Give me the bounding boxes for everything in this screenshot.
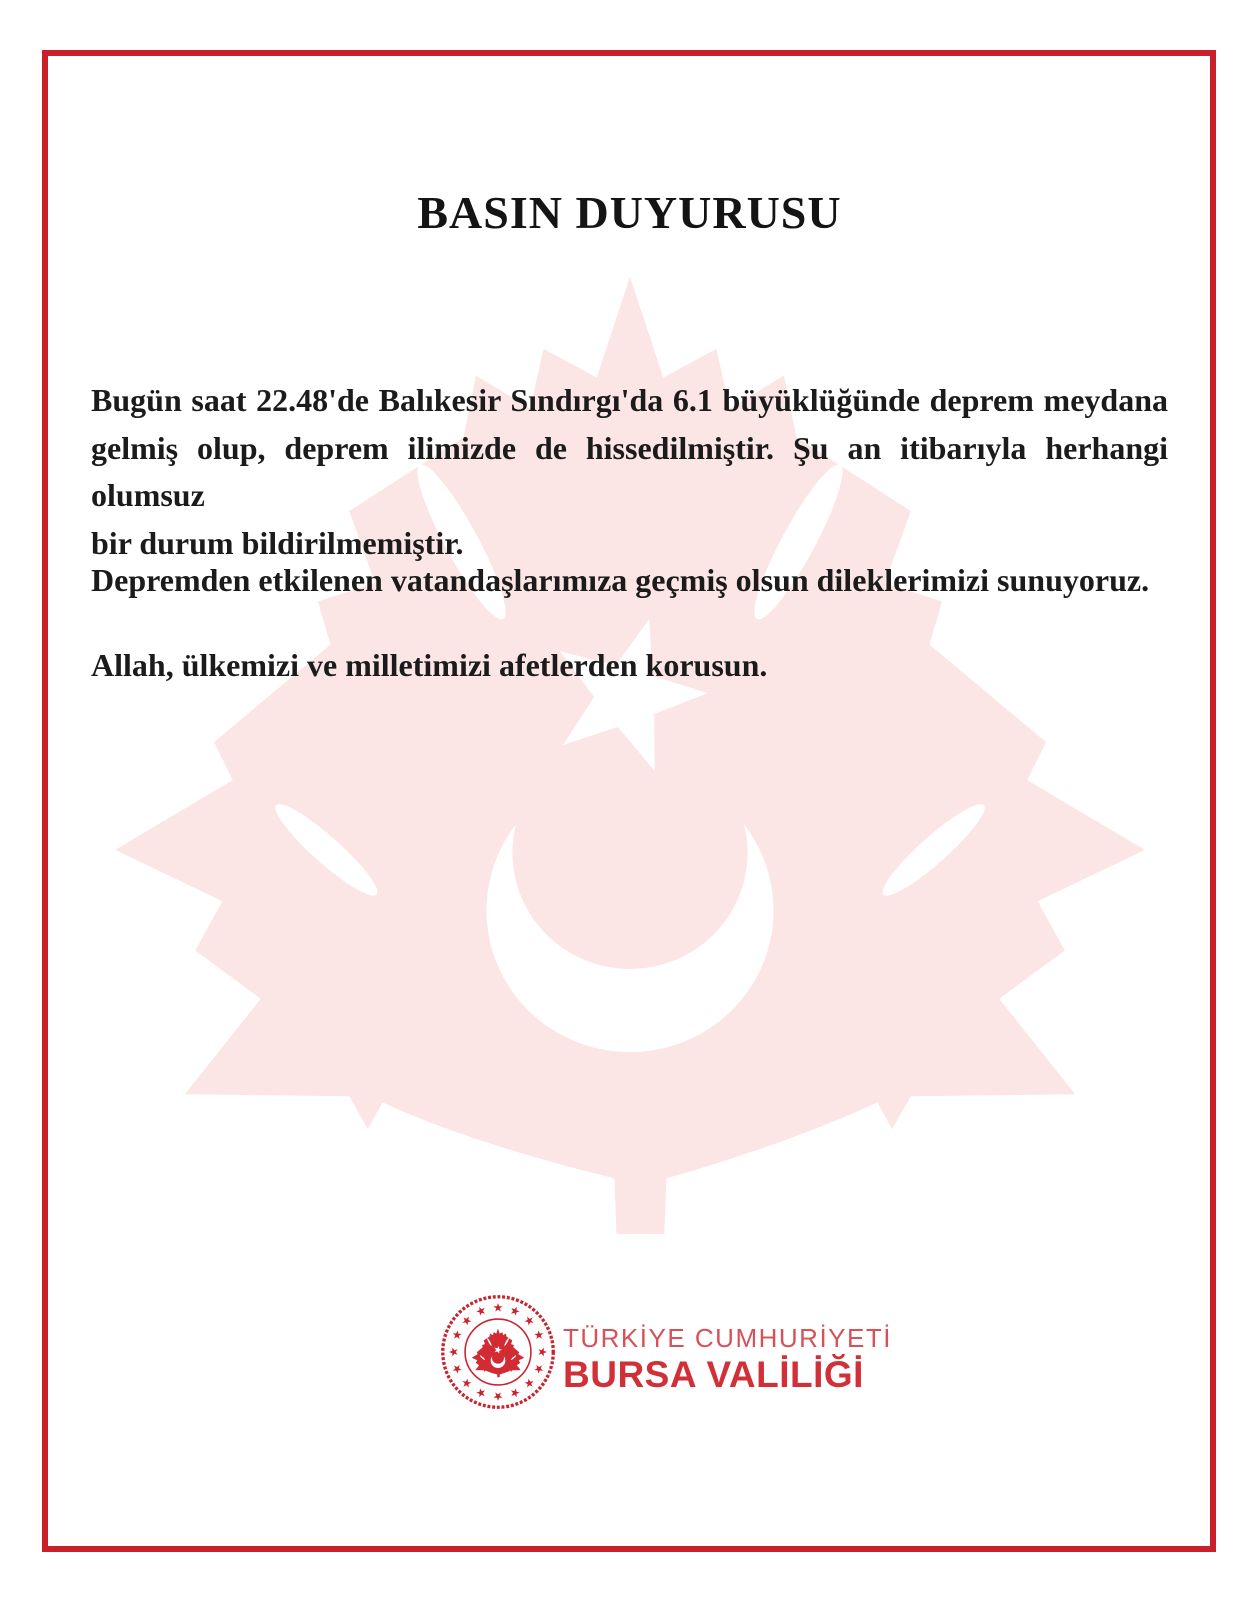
paragraph-line: Allah, ülkemizi ve milletimizi afetlerden korusun. xyxy=(91,647,768,683)
org-governorship-line: BURSA VALİLİĞİ xyxy=(563,1354,864,1395)
paragraph-wishes xyxy=(91,557,1168,605)
page-title: BASIN DUYURUSU xyxy=(417,187,842,238)
paragraph-prayer xyxy=(91,642,1168,690)
paragraph-line: Depremden etkilenen vatandaşlarımıza geçmiş olsun dileklerimizi sunuyoruz. xyxy=(91,562,1150,598)
org-country-line: TÜRKİYE CUMHURİYETİ xyxy=(563,1323,892,1353)
paragraph-line: gelmiş olup, deprem ilimizde de hissedilmiştir. Şu an itibarıyla herhangi olumsuz xyxy=(91,429,1168,513)
paragraph-line: Bugün saat 22.48'de Balıkesir Sındırgı'da 6.1 büyüklüğünde deprem meydana xyxy=(91,382,1168,418)
paragraph-line: bir durum bildirilmemiştir. xyxy=(91,524,464,561)
paragraph-earthquake-info xyxy=(91,377,1168,567)
